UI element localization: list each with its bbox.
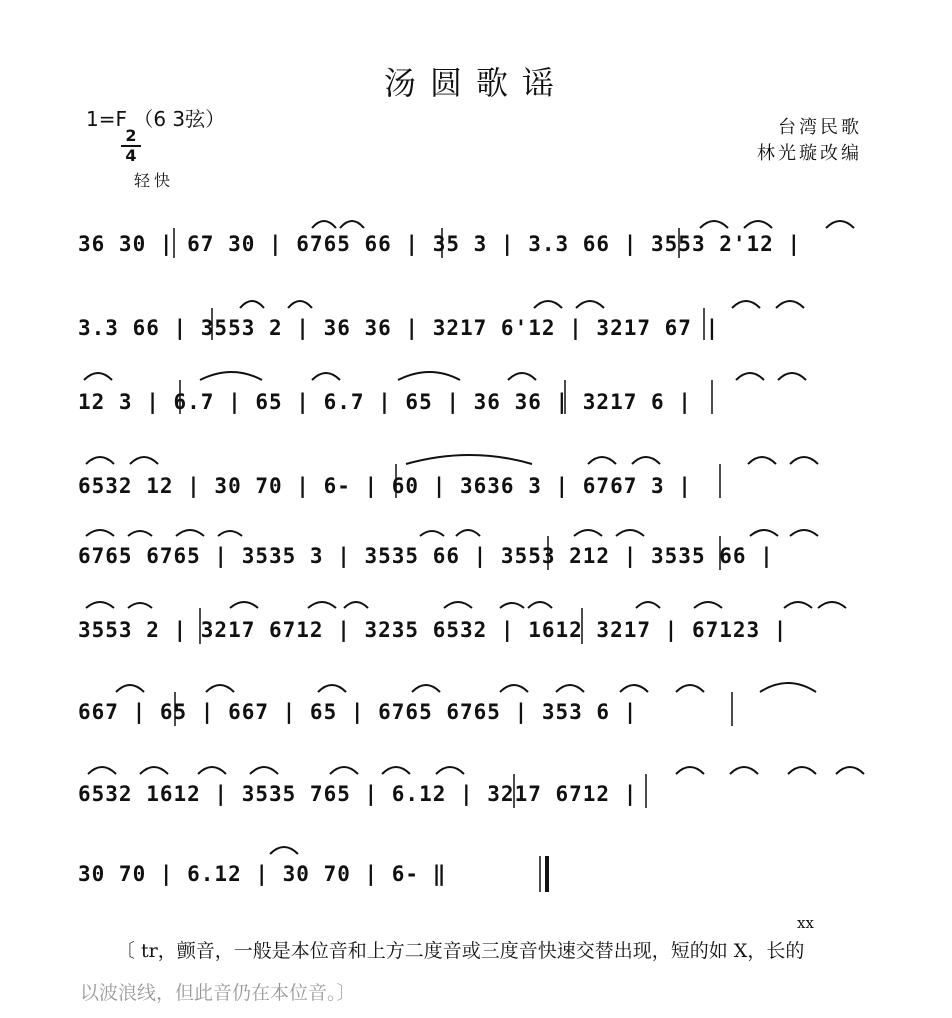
notation-line: 36 30 | 67 30 | 6765 66 | 35 3 | 3.3 66 | 3553 2'12 | [78, 232, 802, 256]
notation-line: 3.3 66 | 3553 2 | 36 36 | 3217 6'12 | 3217 67 | [78, 316, 720, 340]
score-line-9 [0, 836, 952, 906]
key-signature: 1=F （6 3弦） [86, 107, 226, 131]
song-title: 汤圆歌谣 [383, 64, 568, 102]
score-line-3 [0, 364, 952, 434]
time-signature [121, 128, 141, 164]
notation-line: 30 70 | 6.12 | 30 70 | 6- ‖ [78, 862, 447, 886]
arranger-credit: 林光璇改编 [757, 143, 862, 164]
notation-line: 12 3 | 6.7 | 65 | 6.7 | 65 | 36 36 | 3217 6 | [78, 390, 692, 414]
tempo-marking: 轻快 [134, 171, 175, 190]
notation-line: 6765 6765 | 3535 3 | 3535 66 | 3553 212 | 3535 66 | [78, 544, 774, 568]
notation-line: 3553 2 | 3217 6712 | 3235 6532 | 1612 3217 | 67123 | [78, 618, 788, 642]
time-sig-top: 2 [125, 126, 137, 145]
source-credit: 台湾民歌 [778, 117, 862, 138]
time-sig-bottom: 4 [125, 146, 137, 165]
score-line-6 [0, 592, 952, 662]
notation-line: 667 | 65 | 667 | 65 | 6765 6765 | 353 6 | [78, 700, 638, 724]
score-line-1 [0, 206, 952, 276]
notation-line: 6532 1612 | 3535 765 | 6.12 | 3217 6712 | [78, 782, 638, 806]
score-line-8 [0, 756, 952, 826]
footnote: 〔 tr，颤音，一般是本位音和上方二度音或三度音快速交替出现，短的如 X，长的 [116, 940, 805, 962]
score-line-2 [0, 290, 952, 360]
footnote-continued: 以波浪线，但此音仍在本位音。〕 [80, 982, 356, 1004]
footnote-superscript: xx [797, 914, 814, 932]
score-line-4 [0, 448, 952, 518]
score-line-5 [0, 518, 952, 588]
score-line-7 [0, 674, 952, 744]
notation-line: 6532 12 | 30 70 | 6- | 60 | 3636 3 | 6767 3 | [78, 474, 692, 498]
